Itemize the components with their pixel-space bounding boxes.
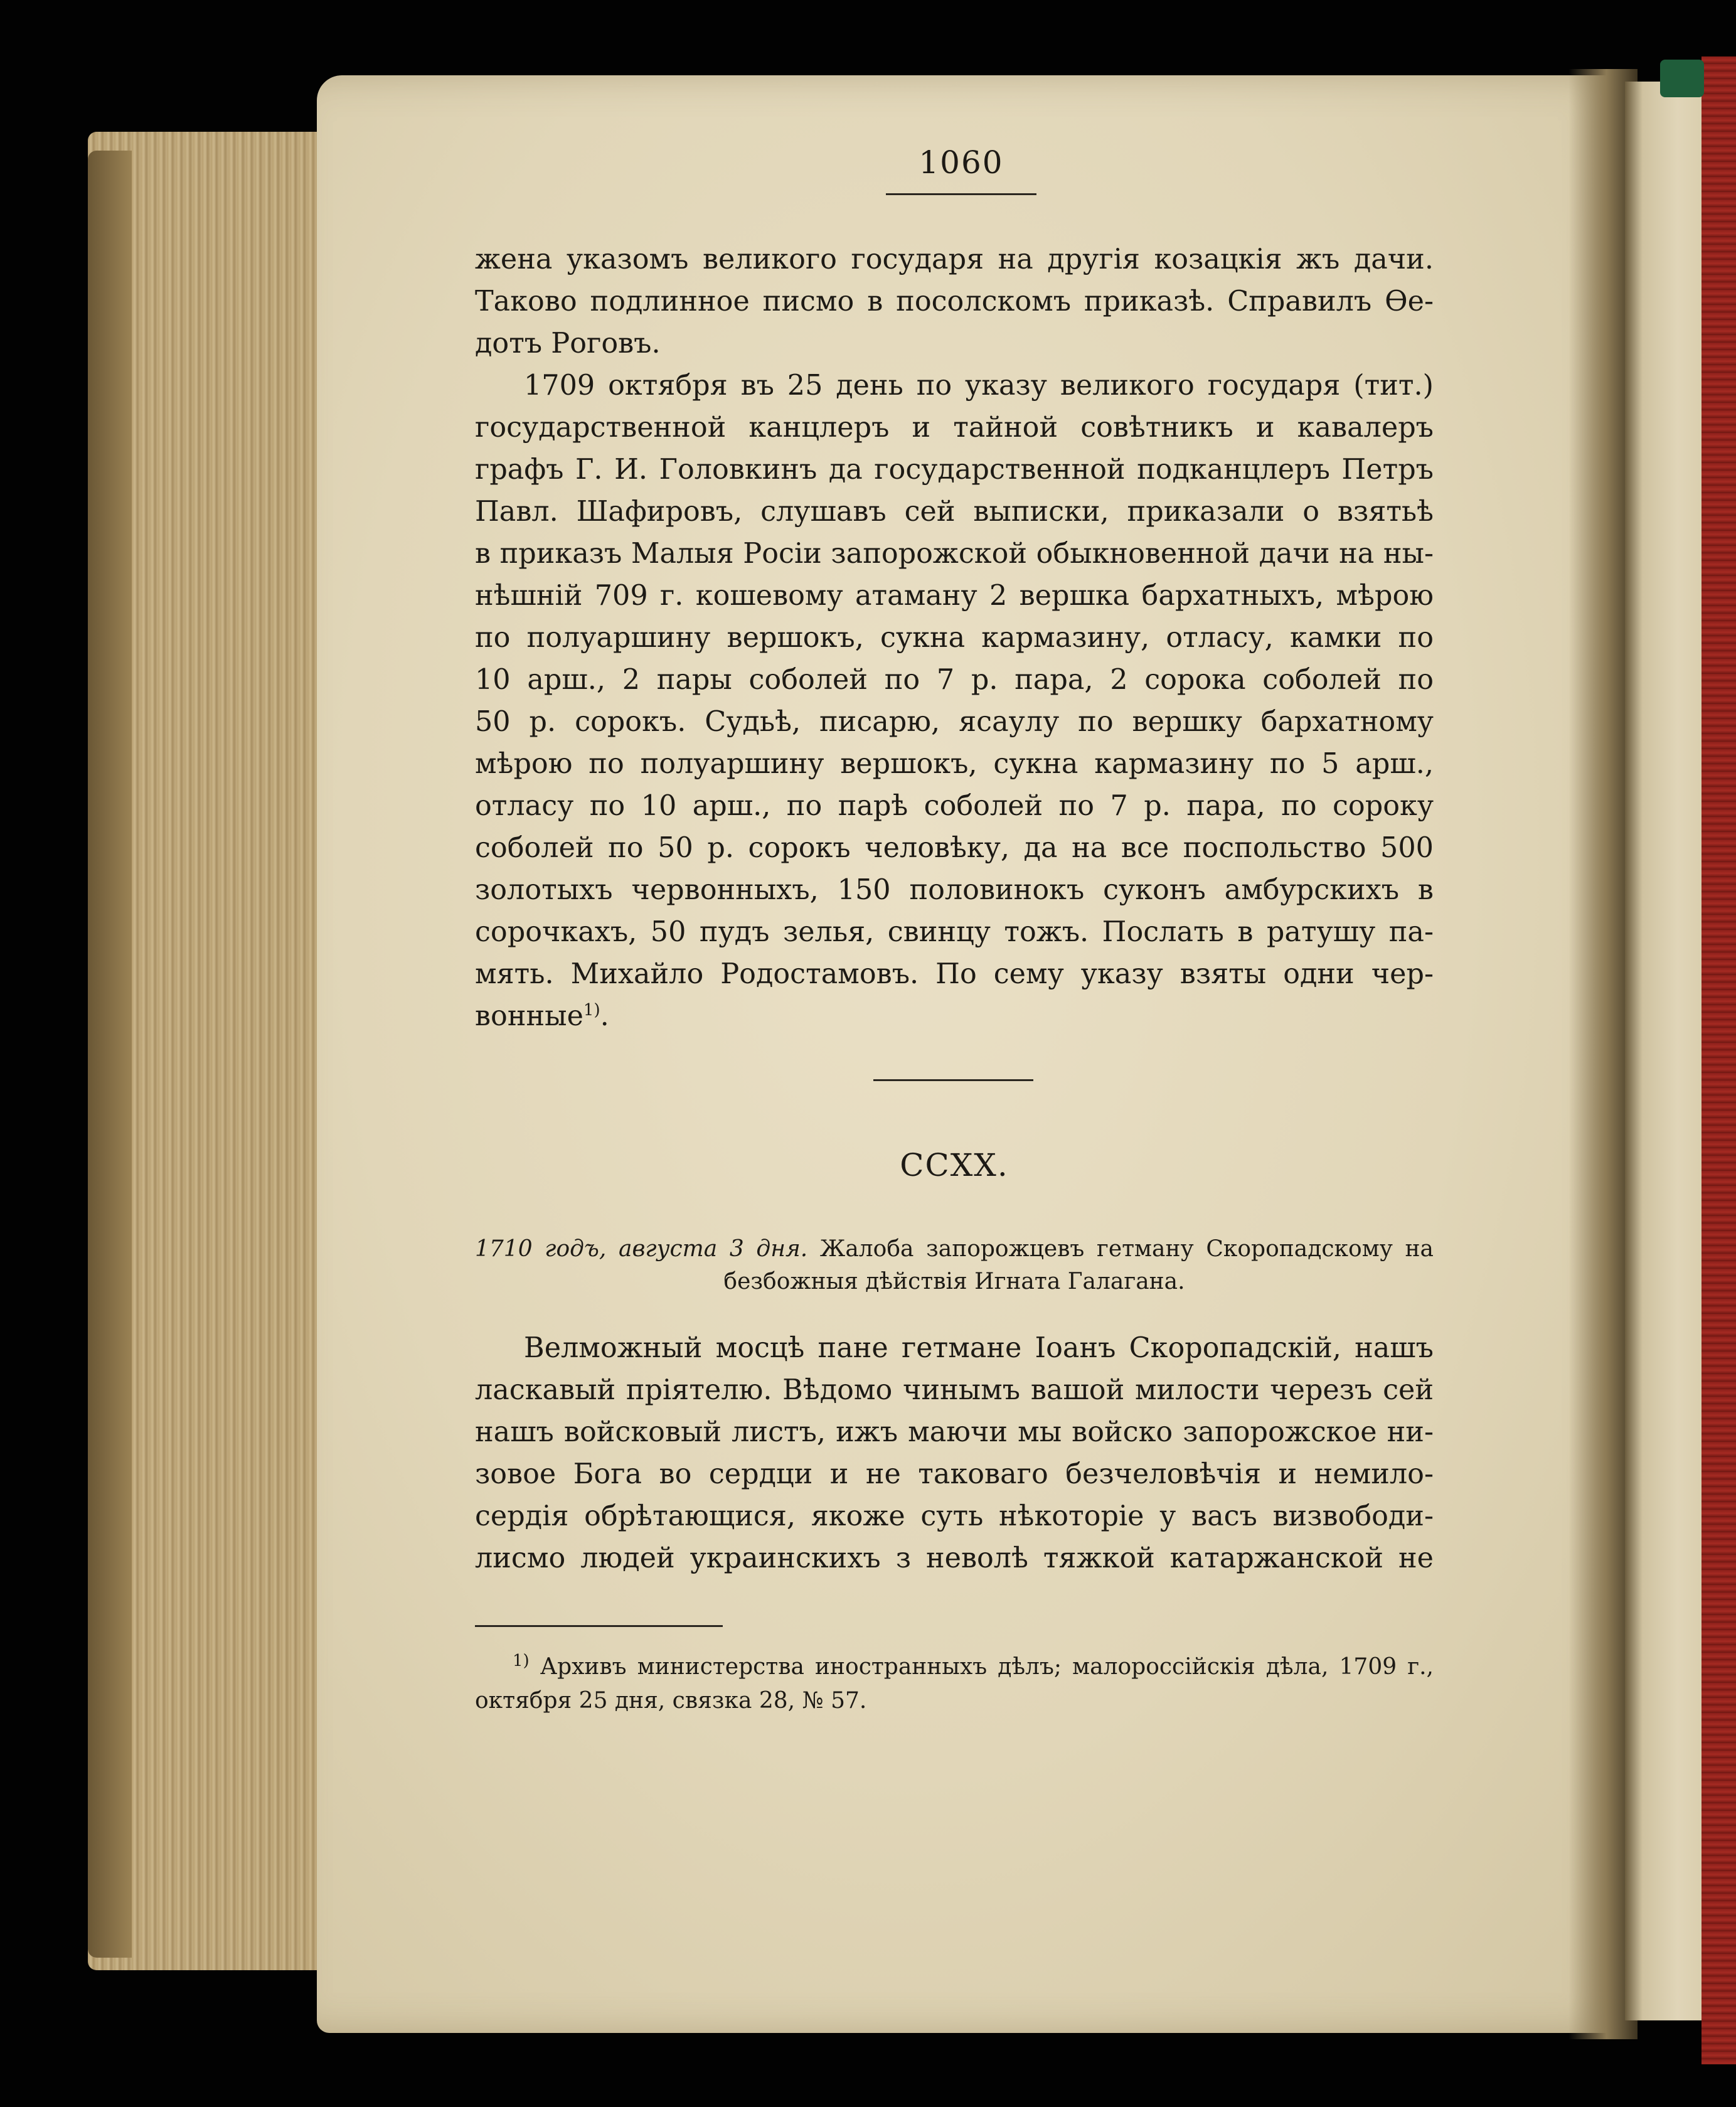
section-divider [873, 1079, 1033, 1081]
book-spine [1701, 56, 1736, 2064]
text-line: 1709 октября въ 25 день по указу великого государя (тит.) [524, 370, 1434, 402]
cover-edge [88, 151, 132, 1958]
text-line: Велможный мосцѣ пане гетмане Іоанъ Скоропадскій, нашъ [524, 1332, 1434, 1364]
text-line: дотъ Роговъ. [475, 328, 661, 360]
heading-date: 1710 годъ, августа 3 дня. [475, 1236, 808, 1262]
heading-line: безбожныя дѣйствія Игната Галагана. [723, 1269, 1185, 1294]
page-number: 1060 [919, 144, 1004, 181]
footnote-reference[interactable]: 1) [583, 1001, 600, 1020]
footnote-text: Архивъ министерства иностранныхъ дѣлъ; малороссійскія дѣла, 1709 г., [540, 1654, 1434, 1680]
text-fragment: вонные [475, 1000, 583, 1032]
text-fragment: . [600, 1000, 609, 1032]
top-text-block [475, 238, 1434, 1037]
text-line: 10 арш., 2 пары соболей по 7 р. пара, 2 сорока соболей по [475, 664, 1434, 696]
text-line: 50 р. сорокъ. Судьѣ, писарю, ясаулу по вершку бархатному [475, 706, 1434, 738]
text-line: мѣрою по полуаршину вершокъ, сукна кармазину по 5 арш., [475, 748, 1434, 780]
text-line: зовое Бога во сердци и не таковаго безчеловѣчія и немило- [475, 1458, 1434, 1490]
text-line: нѣшній 709 г. кошевому атаману 2 вершка бархатныхъ, мѣрою [475, 580, 1434, 612]
text-line: мять. Михайло Родостамовъ. По сему указу взяты одни чер- [475, 958, 1434, 990]
heading-title: Жалоба запорожцевъ гетману Скоропадскому на [819, 1236, 1434, 1262]
spine-label [1660, 60, 1704, 97]
text-line: соболей по 50 р. сорокъ человѣку, да на все поспольство 500 [475, 832, 1434, 864]
text-line: государственной канцлеръ и тайной совѣтникъ и кавалеръ [475, 412, 1434, 444]
text-line: сердія обрѣтающися, якоже суть нѣкоторіе у васъ визвободи- [475, 1500, 1434, 1532]
footnote-line: октября 25 дня, связка 28, № 57. [475, 1688, 867, 1714]
text-line: отласу по 10 арш., по парѣ соболей по 7 р. пара, по сороку [475, 790, 1434, 822]
text-line: по полуаршину вершокъ, сукна кармазину, отласу, камки по [475, 622, 1434, 654]
text-line: лисмо людей украинскихъ з неволѣ тяжкой катаржанской не [475, 1542, 1434, 1574]
footnote-line [475, 1650, 1434, 1684]
text-line: графъ Г. И. Головкинъ да государственной подканцлеръ Петръ [475, 454, 1434, 486]
facing-page-edge [1625, 82, 1713, 2020]
section-number: CCXX. [900, 1147, 1009, 1183]
footnote-marker: 1) [513, 1651, 530, 1670]
text-line: сорочкахъ, 50 пудъ зелья, свинцу тожъ. Послать в ратушу па- [475, 916, 1434, 948]
letter-text-block [475, 1327, 1434, 1579]
footnote-separator [475, 1625, 723, 1627]
document-heading [475, 1233, 1434, 1298]
page-number-underline [886, 193, 1036, 195]
text-line: ласкавый пріятелю. Вѣдомо чинымъ вашой милости черезъ сей [475, 1374, 1434, 1406]
text-line: Павл. Шафировъ, слушавъ сей выписки, приказали о взятьѣ [475, 496, 1434, 528]
text-line: золотыхъ червонныхъ, 150 половинокъ суконъ амбурскихъ в [475, 874, 1434, 906]
text-line: в приказъ Малыя Росіи запорожской обыкновенной дачи на ны- [475, 538, 1434, 570]
text-line: жена указомъ великого государя на другія козацкія жъ дачи. [475, 243, 1434, 275]
text-line: Таково подлинное писмо в посолскомъ приказѣ. Справилъ Ѳе- [475, 285, 1434, 317]
text-line-last [475, 995, 1434, 1037]
heading-line [475, 1233, 1434, 1266]
footnote [475, 1650, 1434, 1718]
text-line: нашъ войсковый листъ, ижъ маючи мы войско запорожское ни- [475, 1416, 1434, 1448]
